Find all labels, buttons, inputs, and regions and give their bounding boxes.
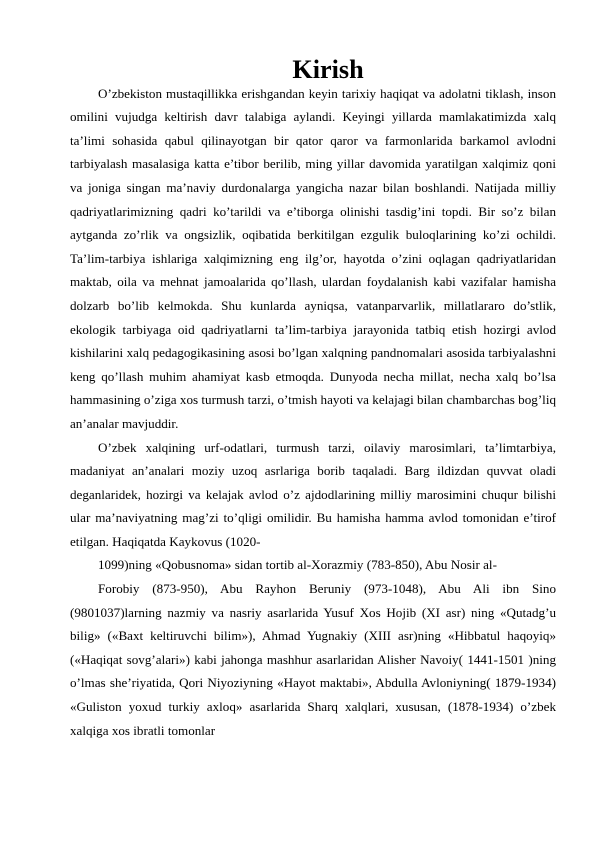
- paragraph-2: O’zbek xalqining urf-odatlari, turmush tarzi, oilaviy marosimlari, ta’limtarbiya, madaniyat an’analari moziy uzoq asrlariga borib taqaladi. Barg ildizdan quvvat oladi deganlaridek, hozirgi va kelajak avlod o’z ajdodlarining milliy marosimini chuqur bilishi ular ma’naviyatning mag’zi to’qligi omilidir. Bu hamisha hamma avlod tomonidan e’tirof etilgan. Haqiqatda Kaykovus (1020-: [70, 439, 556, 549]
- document-page: [70, 55, 556, 742]
- paragraph-3: 1099)ning «Qobusnoma» sidan tortib al-Xorazmiy (783-850), Abu Nosir al-: [98, 557, 497, 573]
- paragraph-4: Forobiy (873-950), Abu Rayhon Beruniy (973-1048), Abu Ali ibn Sino (9801037)larning nazmiy va nasriy asarlarida Yusuf Xos Hojib (XI asr) ning «Qutadg’u bilig» («Baxt keltiruvchi bilim»), Ahmad Yugnakiy (XIII asr)ning «Hibbatul haqoyiq» («Haqiqat sovg’alari») kabi jahonga mashhur asarlaridan Alisher Navoiy( 1441-1501 )ning o’lmas she’riyatida, Qori Niyoziyning «Hayot maktabi», Abdulla Avloniyning( 1879-1934) «Guliston yoxud turkiy axloq» asarlarida Sharq xalqlari, xususan, (1878-1934) o’zbek xalqiga xos ibratli tomonlar: [70, 581, 556, 738]
- paragraph-1: O’zbekiston mustaqillikka erishgandan keyin tarixiy haqiqat va adolatni tiklash, inson omilini vujudga keltirish davr talabiga aylandi. Keyingi yillarda mamlakatimizda xalq ta’limi sohasida qabul qilinayotgan bir qator qaror va farmonlarida barkamol avlodni tarbiyalash masalasiga katta e’tibor berilib, ming yillar davomida yaratilgan xalqimiz qoni va joniga singan ma’naviy durdonalarga yangicha nazar bilan boshlandi. Natijada milliy qadriyatlarimizning qadri ko’tarildi va e’tiborga olinishi tasdig’ini topdi. Bir so’z bilan aytganda zo’rlik va ongsizlik, oqibatida berkitilgan ezgulik buloqlarining ko’zi ochildi. Ta’lim-tarbiya ishlariga xalqimizning eng ilg’or, hayotda o’zini oqlagan qadriyatlaridan maktab, oila va mehnat jamoalarida qo’llash, ulardan foydalanish kabi vazifalar hamisha dolzarb bo’lib kelmokda. Shu kunlarda ayniqsa, vatanparvarlik, millatlararo do’stlik, ekologik tarbiyaga oid qadriyatlarni ta’lim-tarbiya jarayonida tatbiq etish hozirgi avlod kishilarini xalq pedagogikasining asosi bo’lgan xalqning pandnomalari asosida tarbiyalashni keng qo’llash muhim ahamiyat kasb etmoqda. Dunyoda necha millat, necha xalq bo’lsa hammasining o’ziga xos turmush tarzi, o’tmish hayoti va kelajagi bilan chambarchas bog’liq an’analar mavjuddir.: [70, 85, 556, 431]
- page-title: Kirish: [292, 55, 364, 84]
